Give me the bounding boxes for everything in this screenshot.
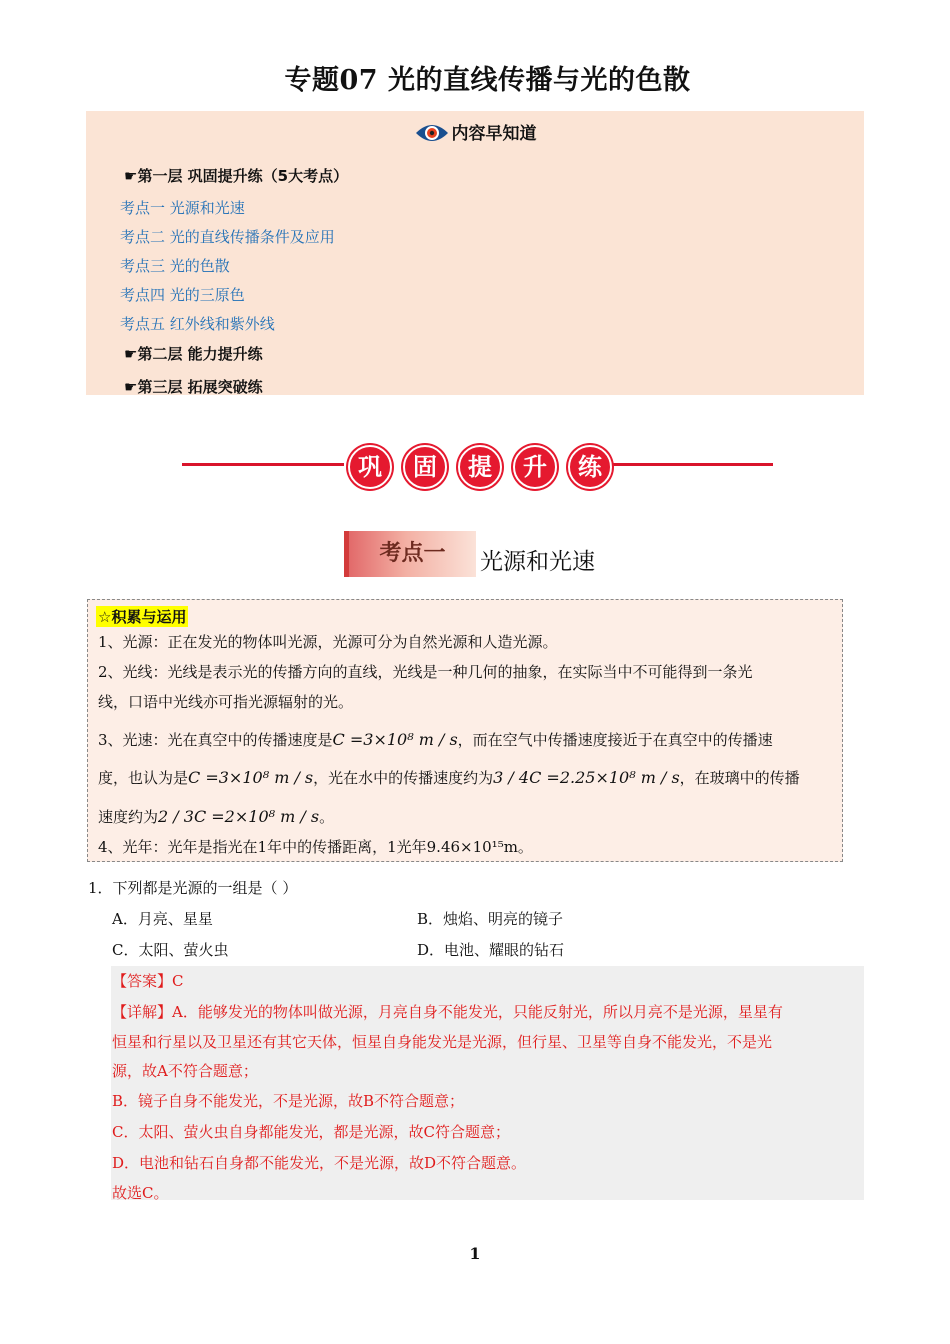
banner-char-3: 提 <box>458 445 502 489</box>
banner-char-2: 固 <box>403 445 447 489</box>
toc-heading <box>86 119 864 150</box>
detail-line-7: 故选C。 <box>112 1184 169 1202</box>
knowledge-line-3a: 3、光速：光在真空中的传播速度是C =3×10⁸ m / s，而在空气中传播速度接近于在真空中的传播速 <box>98 730 773 749</box>
knowledge-line-2b: 线，口语中光线亦可指光源辐射的光。 <box>98 693 354 711</box>
option-c[interactable]: C．太阳、萤火虫 <box>112 941 229 959</box>
banner-char-1: 巩 <box>348 445 392 489</box>
option-b[interactable]: B．烛焰、明亮的镜子 <box>417 910 564 928</box>
page-number: 1 <box>469 1244 481 1263</box>
detail-line-2: 恒星和行星以及卫星还有其它天体，恒星自身能发光是光源，但行星、卫星等自身不能发光，不是光 <box>112 1033 773 1051</box>
toc-point-5[interactable]: 考点五 红外线和紫外线 <box>120 315 275 333</box>
page-title: 专题07 光的直线传播与光的色散 <box>284 65 691 96</box>
eye-icon <box>414 121 450 150</box>
knowledge-line-4: 4、光年：光年是指光在1年中的传播距离，1光年9.46×10¹⁵m。 <box>98 838 533 856</box>
answer-line: 【答案】C <box>112 972 184 990</box>
formula-glass-speed: 2 / 3C =2×10⁸ m / s <box>158 807 320 826</box>
formula-light-speed: C =3×10⁸ m / s <box>332 730 458 749</box>
detail-line-1: 【详解】A．能够发光的物体叫做光源，月亮自身不能发光，只能反射光，所以月亮不是光源，星星有 <box>112 1003 783 1021</box>
toc-layer-3[interactable]: ☛第三层 拓展突破练 <box>124 378 263 396</box>
toc-point-2[interactable]: 考点二 光的直线传播条件及应用 <box>120 228 335 246</box>
option-d[interactable]: D．电池、耀眼的钻石 <box>417 941 565 959</box>
toc-point-4[interactable]: 考点四 光的三原色 <box>120 286 245 304</box>
option-a[interactable]: A．月亮、星星 <box>112 910 213 928</box>
knowledge-line-2a: 2、光线：光线是表示光的传播方向的直线，光线是一种几何的抽象，在实际当中不可能得到一条光 <box>98 663 753 681</box>
detail-line-5: C．太阳、萤火虫自身都能发光，都是光源，故C符合题意； <box>112 1123 510 1141</box>
question-stem: 1．下列都是光源的一组是（ ） <box>88 879 298 897</box>
toc-layer-2[interactable]: ☛第二层 能力提升练 <box>124 345 263 363</box>
toc-heading-text: 内容早知道 <box>451 124 537 144</box>
banner-char-4: 升 <box>513 445 557 489</box>
toc-layer-1[interactable]: ☛第一层 巩固提升练（5大考点） <box>124 167 349 185</box>
formula-air-speed: C =3×10⁸ m / s <box>188 768 314 787</box>
kp-title: 光源和光速 <box>480 549 595 575</box>
detail-line-3: 源，故A不符合题意； <box>112 1062 258 1080</box>
knowledge-line-1: 1、光源：正在发光的物体叫光源，光源可分为自然光源和人造光源。 <box>98 633 558 651</box>
toc-point-1[interactable]: 考点一 光源和光速 <box>120 199 245 217</box>
banner-line-right <box>608 463 773 466</box>
formula-water-speed: 3 / 4C =2.25×10⁸ m / s <box>493 768 680 787</box>
banner-char-5: 练 <box>568 445 612 489</box>
detail-line-6: D．电池和钻石自身都不能发光，不是光源，故D不符合题意。 <box>112 1154 527 1172</box>
kp-tag: 考点一 <box>344 531 476 577</box>
knowledge-badge: ☆积累与运用 <box>98 608 187 626</box>
banner-line-left <box>182 463 344 466</box>
knowledge-line-3b: 度，也认为是C =3×10⁸ m / s，光在水中的传播速度约为3 / 4C =2.25×10⁸ m / s，在玻璃中的传播 <box>98 768 800 787</box>
knowledge-line-3c: 速度约为2 / 3C =2×10⁸ m / s。 <box>98 807 335 826</box>
toc-point-3[interactable]: 考点三 光的色散 <box>120 257 230 275</box>
toc-panel <box>86 111 864 395</box>
detail-line-4: B．镜子自身不能发光，不是光源，故B不符合题意； <box>112 1092 465 1110</box>
